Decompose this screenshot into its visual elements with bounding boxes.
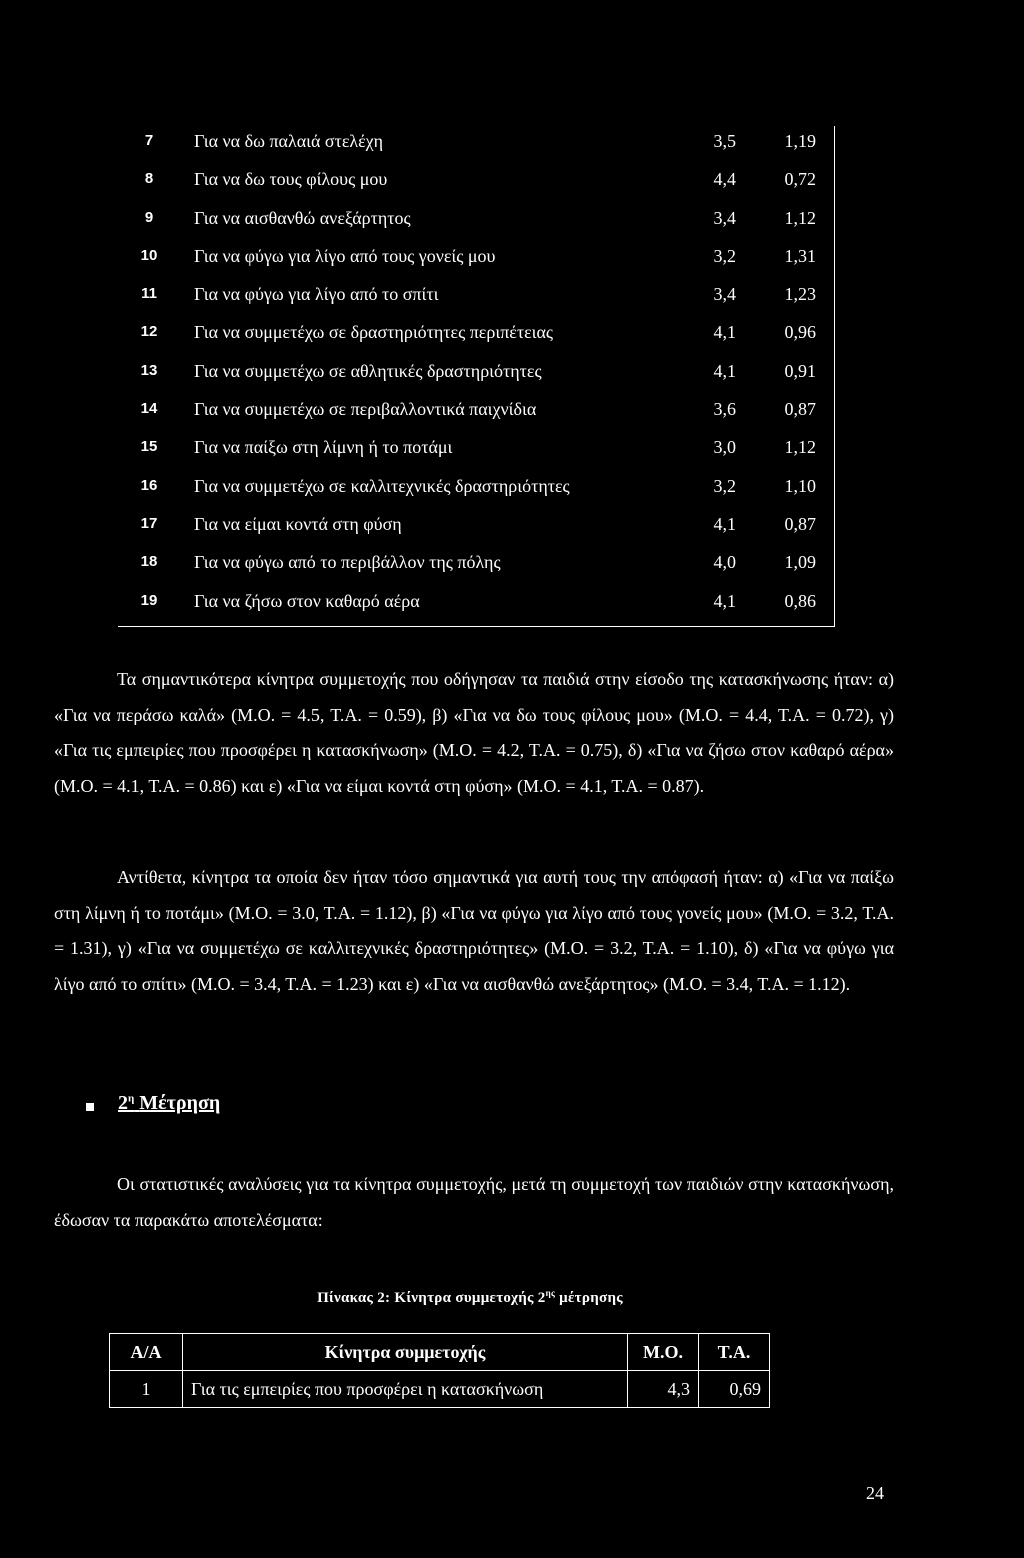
row-motive: Για να δω τους φίλους μου [194, 169, 388, 190]
section-heading [118, 1092, 220, 1115]
row-number: 8 [144, 170, 154, 188]
table-row [118, 471, 836, 509]
header-aa: Α/Α [110, 1334, 183, 1371]
caption-text: Πίνακας 2: Κίνητρα συμμετοχής 2 [317, 1290, 546, 1306]
row-number: 10 [140, 246, 158, 264]
caption-text-end: μέτρησης [555, 1290, 623, 1306]
heading-title: Μέτρηση [139, 1092, 221, 1114]
table-row [110, 1371, 770, 1408]
row-number: 11 [141, 285, 157, 303]
row-sd: 1,19 [784, 131, 816, 151]
table-bottom-border [118, 626, 835, 627]
row-motive: Για να συμμετέχω σε αθλητικές δραστηριότητες [194, 360, 542, 381]
row-number: 14 [140, 400, 158, 418]
row-mean: 3,4 [713, 207, 736, 228]
row-motive: Για να δω παλαιά στελέχη [194, 131, 384, 151]
table-row [118, 126, 836, 164]
row-motive: Για να φύγω για λίγο από το σπίτι [194, 284, 439, 305]
row-motive: Για να παίξω στη λίμνη ή το ποτάμι [194, 437, 453, 458]
table-row [118, 356, 836, 394]
bullet-icon [86, 1103, 94, 1111]
row-sd: 1,23 [784, 284, 816, 305]
paragraph-second-measurement: Οι στατιστικές αναλύσεις για τα κίνητρα συμμετοχής, μετά τη συμμετοχή των παιδιών στην κατασκήνωση, έδωσαν τα παρακάτω αποτελέσματα: [54, 1174, 894, 1230]
motivation-table-second [109, 1333, 770, 1408]
row-mean: 3,2 [713, 245, 736, 266]
page-number: 24 [866, 1483, 884, 1503]
row-motive: Για να αισθανθώ ανεξάρτητος [194, 207, 411, 228]
table-row [118, 164, 836, 202]
row-number: 7 [144, 132, 154, 149]
row-mean: 3,0 [713, 437, 736, 458]
caption-ordinal: ης [545, 1288, 556, 1298]
row-number: 17 [140, 514, 158, 532]
row-sd: 1,31 [784, 245, 816, 266]
row-mean: 3,4 [713, 284, 736, 305]
row-number: 15 [140, 438, 158, 456]
row-number: 16 [140, 476, 158, 494]
row-mean: 3,5 [713, 131, 736, 151]
table-row [118, 394, 836, 432]
row-motive: Για να φύγω από το περιβάλλον της πόλης [194, 552, 501, 573]
row-sd: 0,87 [784, 513, 816, 534]
row-motive: Για να φύγω για λίγο από τους γονείς μου [194, 245, 496, 266]
row-sd: 1,12 [784, 437, 816, 458]
row-sd: 0,86 [784, 590, 816, 611]
row-motive: Για να συμμετέχω σε καλλιτεχνικές δραστηριότητες [194, 475, 570, 496]
table-row [118, 432, 836, 470]
row-number: 18 [140, 553, 158, 571]
header-motive: Κίνητρα συμμετοχής [183, 1334, 628, 1371]
row-number: 9 [144, 208, 154, 226]
row-sd: 0,72 [784, 169, 816, 190]
row-number: 13 [140, 361, 158, 379]
row-sd: 1,12 [784, 207, 816, 228]
row-mean: 3,2 [713, 475, 736, 496]
row-sd: 1,10 [784, 475, 816, 496]
table-row [118, 547, 836, 585]
heading-number: 2 [118, 1092, 128, 1114]
header-mean: Μ.Ο. [628, 1334, 699, 1371]
row-mean: 4,1 [713, 513, 736, 534]
table-header-row [110, 1334, 770, 1371]
row-mean: 3,6 [713, 399, 736, 420]
row-sd: 0,69 [699, 1371, 770, 1408]
row-mean: 4,3 [628, 1371, 699, 1408]
row-motive: Για να είμαι κοντά στη φύση [194, 513, 402, 534]
row-number: 19 [140, 591, 158, 609]
row-sd: 0,96 [784, 322, 816, 343]
row-sd: 1,09 [784, 552, 816, 573]
row-mean: 4,1 [713, 590, 736, 611]
table-row [118, 509, 836, 547]
header-sd: Τ.Α. [699, 1334, 770, 1371]
motivation-table-continued [118, 126, 836, 624]
table-row [118, 241, 836, 279]
table-row [118, 317, 836, 355]
table-caption [0, 1288, 940, 1307]
paragraph-important-motives: Τα σημαντικότερα κίνητρα συμμετοχής που οδήγησαν τα παιδιά στην είσοδο της κατασκήνωσης ήταν: α) «Για να περάσω καλά» (Μ.Ο. = 4.5, Τ.Α. = 0.59), β) «Για να δω τους φίλους μου» (Μ.Ο. = 4.4, Τ.Α. = 0.72), γ) «Για τις εμπειρίες που προσφέρει η κατασκήνωση» (Μ.Ο. = 4.2, Τ.Α. = 0.75), δ) «Για να ζήσω στον καθαρό αέρα» (Μ.Ο. = 4.1, Τ.Α. = 0.86) και ε) «Για να είμαι κοντά στη φύση» (Μ.Ο. = 4.1, Τ.Α. = 0.87). [54, 669, 894, 796]
row-number: 1 [110, 1371, 183, 1408]
paragraph-less-important-motives: Αντίθετα, κίνητρα τα οποία δεν ήταν τόσο σημαντικά για αυτή τους την απόφασή ήταν: α) «Για να παίξω στη λίμνη ή το ποτάμι» (Μ.Ο. = 3.0, Τ.Α. = 1.12), β) «Για να φύγω για λίγο από τους γονείς μου» (Μ.Ο. = 3.2, Τ.Α. = 1.31), γ) «Για να συμμετέχω σε καλλιτεχνικές δραστηριότητες» (Μ.Ο. = 3.2, Τ.Α. = 1.10), δ) «Για να φύγω για λίγο από το σπίτι» (Μ.Ο. = 3.4, Τ.Α. = 1.23) και ε) «Για να αισθανθώ ανεξάρτητος» (Μ.Ο. = 3.4, Τ.Α. = 1.12). [54, 867, 894, 994]
row-motive: Για τις εμπειρίες που προσφέρει η κατασκήνωση [183, 1371, 628, 1408]
row-sd: 0,87 [784, 399, 816, 420]
row-number: 12 [140, 323, 158, 341]
row-motive: Για να συμμετέχω σε δραστηριότητες περιπέτειας [194, 322, 554, 343]
row-motive: Για να συμμετέχω σε περιβαλλοντικά παιχνίδια [194, 399, 537, 420]
row-mean: 4,1 [713, 360, 736, 381]
table-right-border [834, 126, 835, 626]
heading-ordinal: η [128, 1092, 135, 1105]
row-mean: 4,1 [713, 322, 736, 343]
table-row [118, 203, 836, 241]
row-mean: 4,4 [713, 169, 736, 190]
row-mean: 4,0 [713, 552, 736, 573]
row-sd: 0,91 [784, 360, 816, 381]
table-row [118, 586, 836, 624]
row-motive: Για να ζήσω στον καθαρό αέρα [194, 590, 420, 611]
table-row [118, 279, 836, 317]
